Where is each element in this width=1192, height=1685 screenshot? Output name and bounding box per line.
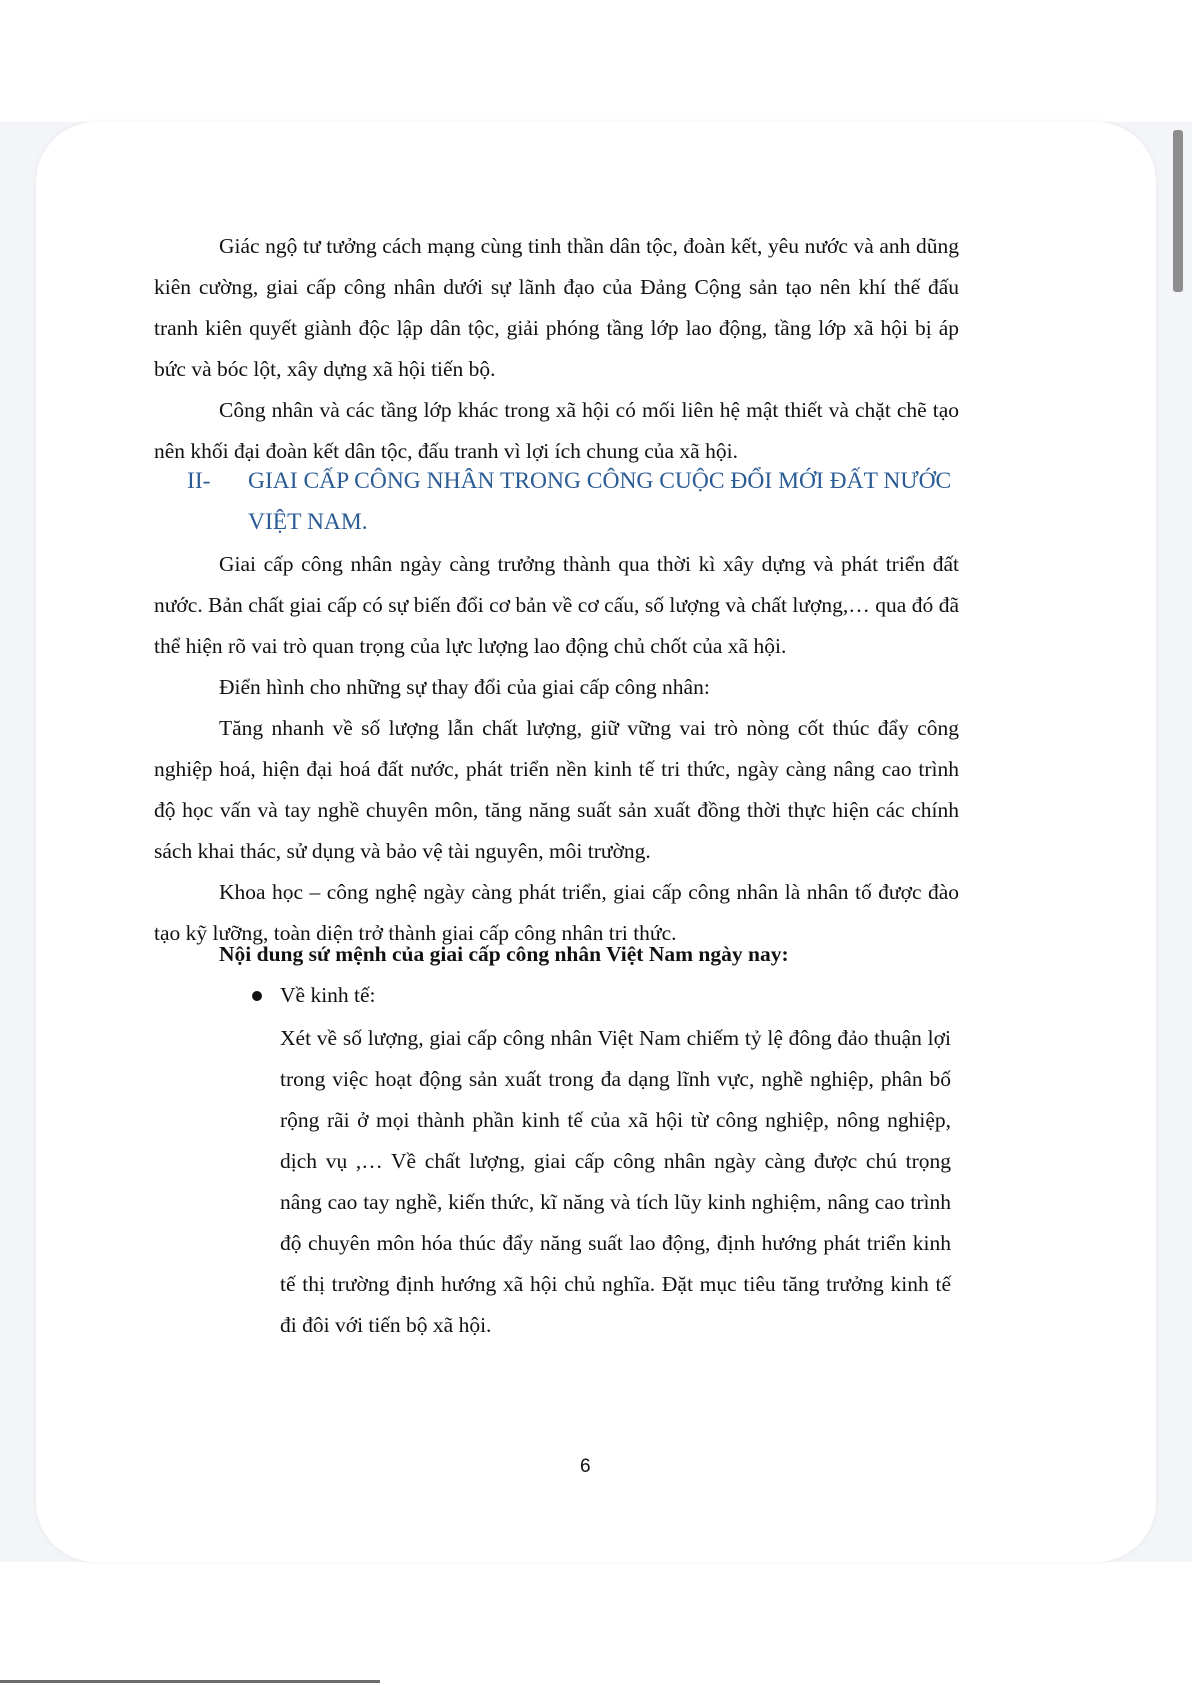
paragraph-5: Tăng nhanh về số lượng lẫn chất lượng, giữ vững vai trò nòng cốt thúc đẩy công nghiệp hoá, hiện đại hoá đất nước, phát triển nền kinh tế tri thức, ngày càng nâng cao trình độ học vấn và tay nghề chuyên môn, tăng năng suất sản xuất đồng thời thực hiện các chính sách khai thác, sử dụng và bảo vệ tài nguyên, môi trường. [154,716,959,863]
document-viewer [0,122,1192,1562]
paragraph-2: Công nhân và các tầng lớp khác trong xã hội có mối liên hệ mật thiết và chặt chẽ tạo nên khối đại đoàn kết dân tộc, đấu tranh vì lợi ích chung của xã hội. [154,398,959,463]
paragraph-4: Điển hình cho những sự thay đổi của giai cấp công nhân: [219,675,710,699]
paragraph-6: Khoa học – công nghệ ngày càng phát triển, giai cấp công nhân là nhân tố được đào tạo kỹ lưỡng, toàn diện trở thành giai cấp công nhân tri thức. [154,880,959,945]
paragraph-1: Giác ngộ tư tưởng cách mạng cùng tinh thần dân tộc, đoàn kết, yêu nước và anh dũng kiên cường, giai cấp công nhân dưới sự lãnh đạo của Đảng Cộng sản tạo nên khí thế đấu tranh kiên quyết giành độc lập dân tộc, giải phóng tầng lớp lao động, tầng lớp xã hội bị áp bức và bóc lột, xây dựng xã hội tiến bộ. [154,234,959,381]
bullet-text: Xét về số lượng, giai cấp công nhân Việt Nam chiếm tỷ lệ đông đảo thuận lợi trong việc hoạt động sản xuất trong đa dạng lĩnh vực, nghề nghiệp, phân bố rộng rãi ở mọi thành phần kinh tế của xã hội từ công nghiệp, nông nghiệp, dịch vụ ,… Về chất lượng, giai cấp công nhân ngày càng được chú trọng nâng cao tay nghề, kiến thức, kĩ năng và tích lũy kinh nghiệm, nâng cao trình độ chuyên môn hóa thúc đẩy năng suất lao động, định hướng phát triển kinh tế thị trường định hướng xã hội chủ nghĩa. Đặt mục tiêu tăng trưởng kinh tế đi đôi với tiến bộ xã hội. [280,1026,951,1337]
section-number: II- [187,468,211,494]
page-number: 6 [580,1456,591,1477]
section-title-line-1: GIAI CẤP CÔNG NHÂN TRONG CÔNG CUỘC ĐỔI MỚI ĐẤT NƯỚC [248,468,952,494]
paragraph-3: Giai cấp công nhân ngày càng trưởng thành qua thời kì xây dựng và phát triển đất nước. Bản chất giai cấp có sự biến đổi cơ bản về cơ cấu, số lượng và chất lượng,… qua đó đã thể hiện rõ vai trò quan trọng của lực lượng lao động chủ chốt của xã hội. [154,552,959,658]
bold-heading: Nội dung sứ mệnh của giai cấp công nhân Việt Nam ngày nay: [219,942,789,966]
bottom-progress-line [0,1680,380,1683]
document-page [36,122,1156,1562]
bullet-label: Về kinh tế: [280,983,376,1007]
bullet-dot-icon [252,991,262,1001]
scrollbar-thumb[interactable] [1173,130,1183,292]
scrollbar-track[interactable] [1170,122,1186,1562]
section-title-line-2: VIỆT NAM. [248,509,368,535]
